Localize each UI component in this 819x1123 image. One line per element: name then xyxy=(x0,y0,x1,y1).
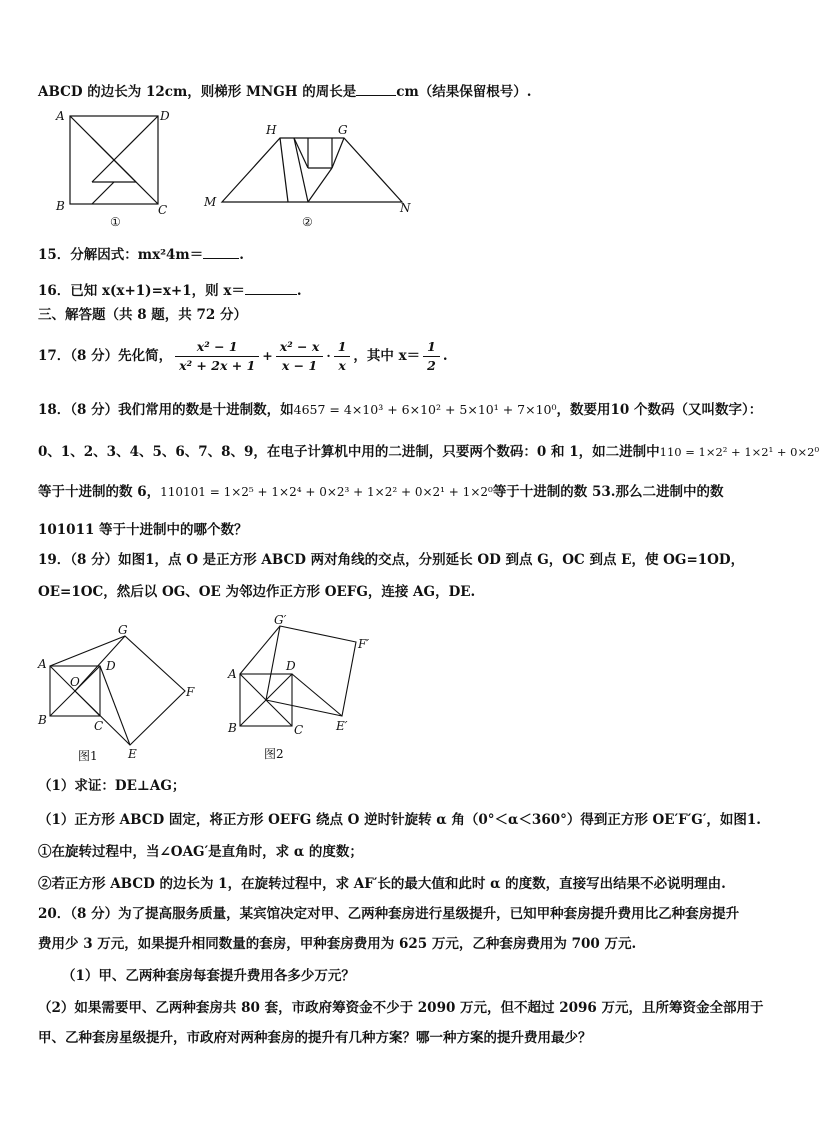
q20-line-1: 20．（8 分）为了提高服务质量，某宾馆决定对甲、乙两种套房进行星级提升，已知甲种套房提升费用比乙种套房提升 xyxy=(38,906,740,922)
figure-2-caption: 图2 xyxy=(264,747,284,761)
fig1-label-E: E xyxy=(128,747,137,761)
tangram-figures xyxy=(48,104,428,230)
q17-line xyxy=(38,336,448,378)
caption-1: ① xyxy=(110,215,121,229)
label-G: G xyxy=(338,123,348,137)
q18-math-2: 110 = 1×2² + 1×2¹ + 0×2⁰ xyxy=(659,445,819,459)
q17-fraction-3: $\frac{1}{x}$ xyxy=(334,338,351,375)
q14-text: ABCD 的边长为 12cm，则梯形 MNGH 的周长是 xyxy=(38,84,357,100)
fig1-label-A: A xyxy=(38,657,47,671)
q16-text: 16．已知 x(x+1)=x+1，则 x＝ xyxy=(38,283,245,299)
figure-1-geometry xyxy=(50,636,185,745)
label-M: M xyxy=(204,195,217,209)
q18-line-2: 0、1、2、3、4、5、6、7、8、9，在电子计算机中用的二进制，只要两个数码：0 和 1，如二进制中110 = 1×2² + 1×2¹ + 0×2⁰ xyxy=(38,444,819,460)
fig1-label-F: F xyxy=(186,685,195,699)
fig2-label-B: B xyxy=(228,721,237,735)
label-A: A xyxy=(56,109,65,123)
q17-condition: ，其中 x＝ xyxy=(353,348,421,364)
label-D: D xyxy=(160,109,170,123)
q18-math-1: 4657 = 4×10³ + 6×10² + 5×10¹ + 7×10⁰ xyxy=(293,402,557,417)
q17-dot: · xyxy=(326,348,331,363)
label-N: N xyxy=(400,201,411,215)
q18-math-3: 110101 = 1×2⁵ + 1×2⁴ + 0×2³ + 1×2² + 0×2¹ + 1×2⁰ xyxy=(160,485,493,499)
q20-line-3: （1）甲、乙两种套房每套提升费用各多少万元？ xyxy=(62,968,355,984)
q16-answer-blank[interactable] xyxy=(245,280,297,295)
figure-square-abcd xyxy=(70,116,158,204)
q20-line-2: 费用少 3 万元，如果提升相同数量的套房，甲种套房费用为 625 万元，乙种套房费用为 700 万元. xyxy=(38,936,637,952)
q17-fraction-1: $\frac{\text{x² − 1}}{\text{x² + 2x + 1}}$ xyxy=(175,338,259,375)
q19-part-3: ①在旋转过程中，当∠OAG′是直角时，求 α 的度数； xyxy=(38,844,363,860)
q16-suffix: . xyxy=(296,283,302,299)
fig1-label-C: C xyxy=(94,719,104,733)
q19-line-2: OE=1OC，然后以 OG、OE 为邻边作正方形 OEFG，连接 AG，DE. xyxy=(38,584,476,600)
caption-2: ② xyxy=(302,215,313,229)
fig2-label-D: D xyxy=(286,659,296,673)
q14-answer-blank[interactable] xyxy=(356,81,396,96)
rotation-figures xyxy=(30,612,390,768)
q17-text: 17．（8 分）先化简， xyxy=(38,348,173,364)
q19-line-1: 19．（8 分）如图1，点 O 是正方形 ABCD 两对角线的交点，分别延长 OD 到点 G，OC 到点 E，使 OG=1OD， xyxy=(38,552,745,568)
q18-line-3: 等于十进制的数 6，110101 = 1×2⁵ + 1×2⁴ + 0×2³ + 1×2² + 0×2¹ + 1×2⁰等于十进制的数 53.那么二进制中的数 xyxy=(38,484,724,500)
q20-line-5: 甲、乙种套房星级提升，市政府对两种套房的提升有几种方案？哪一种方案的提升费用最少？ xyxy=(38,1030,592,1046)
fig1-label-O: O xyxy=(70,675,80,689)
q14-text-end: cm（结果保留根号）. xyxy=(396,84,532,100)
q15-answer-blank[interactable] xyxy=(203,244,239,259)
q17-end: . xyxy=(442,348,448,364)
fig2-label-Fp: F′ xyxy=(358,637,370,651)
q19-part-2: （1）正方形 ABCD 固定，将正方形 OEFG 绕点 O 逆时针旋转 α 角（0°＜α＜360°）得到正方形 OE′F′G′，如图1. xyxy=(38,812,761,828)
figure-1-caption: 图1 xyxy=(78,749,98,763)
q15-suffix: . xyxy=(239,247,244,263)
section-title: 三、解答题（共 8 题，共 72 分） xyxy=(38,307,247,323)
fig1-label-D: D xyxy=(106,659,116,673)
q15-line xyxy=(38,244,244,265)
fig2-label-Gp: G′ xyxy=(274,613,287,627)
q17-plus: + xyxy=(262,348,273,363)
label-C: C xyxy=(158,203,168,217)
fig2-label-C: C xyxy=(294,723,304,737)
q15-text: 15．分解因式：mx²4m＝ xyxy=(38,247,204,263)
q17-fraction-4: $\frac{1}{2}$ xyxy=(423,338,440,375)
fig1-label-G: G xyxy=(118,623,128,637)
q19-part-4: ②若正方形 ABCD 的边长为 1，在旋转过程中，求 AF′长的最大值和此时 α 的度数，直接写出结果不必说明理由. xyxy=(38,876,726,892)
fig2-label-Ep: E′ xyxy=(336,719,348,733)
q17-fraction-2: $\frac{\text{x² − x}}{x - 1}$ xyxy=(276,338,324,375)
fig2-label-A: A xyxy=(228,667,237,681)
q18-line-1: 18．（8 分）我们常用的数是十进制数，如4657 = 4×10³ + 6×10² + 5×10¹ + 7×10⁰，数要用10 个数码（又叫数字）： xyxy=(38,402,763,418)
figure-2-geometry xyxy=(240,626,356,726)
q18-line-4: 101011 等于十进制中的哪个数？ xyxy=(38,522,248,538)
q19-part-1: （1）求证：DE⊥AG； xyxy=(38,778,186,794)
q16-line xyxy=(38,280,302,301)
q14-line xyxy=(38,81,531,102)
figure-trapezoid-mngh xyxy=(222,138,402,202)
fig1-label-B: B xyxy=(38,713,47,727)
label-B: B xyxy=(56,199,65,213)
q20-line-4: （2）如果需要甲、乙两种套房共 80 套，市政府筹资金不少于 2090 万元，但不超过 2096 万元，且所筹资金全部用于 xyxy=(38,1000,764,1016)
label-H: H xyxy=(266,123,277,137)
